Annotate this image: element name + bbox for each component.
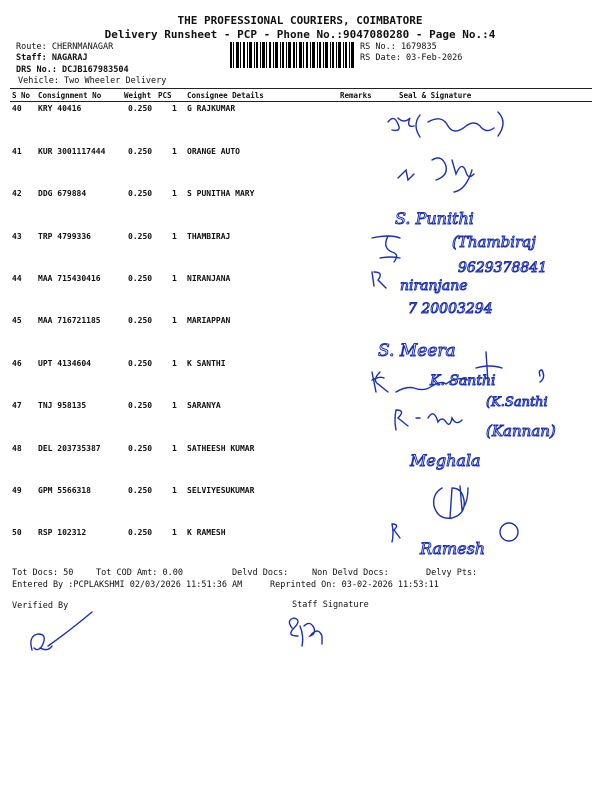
company-title: THE PROFESSIONAL COURIERS, COIMBATORE — [177, 14, 423, 27]
row-weight: 0.250 — [128, 359, 153, 368]
signature-text: (K.Santhi — [486, 395, 548, 410]
row-consignee: ORANGE AUTO — [187, 147, 240, 156]
route-label: Route: CHERNMANAGAR — [16, 42, 114, 52]
row-sno: 50 — [12, 528, 22, 537]
signature-text: S. Meera — [378, 341, 456, 361]
row-pcs: 1 — [172, 316, 177, 325]
signature-text: (Kannan) — [486, 422, 556, 440]
row-consignment: RSP 102312 — [38, 528, 87, 537]
delivery-points: Delvy Pts: — [426, 568, 478, 578]
row-sno: 46 — [12, 359, 22, 368]
row-pcs: 1 — [172, 189, 177, 198]
row-weight: 0.250 — [128, 444, 153, 453]
row-sno: 47 — [12, 401, 22, 410]
row-sno: 44 — [12, 274, 22, 283]
signature-mark — [372, 372, 388, 392]
row-consignee: MARIAPPAN — [187, 316, 231, 325]
signature-mark — [500, 523, 518, 541]
row-pcs: 1 — [172, 147, 177, 156]
row-consignee: K SANTHI — [187, 359, 226, 368]
row-sno: 40 — [12, 104, 22, 113]
row-consignee: G RAJKUMAR — [187, 104, 236, 113]
row-pcs: 1 — [172, 401, 177, 410]
row-pcs: 1 — [172, 359, 177, 368]
row-consignment: MAA 716721185 — [38, 316, 101, 325]
signature-mark — [432, 158, 474, 192]
row-sno: 45 — [12, 316, 22, 325]
row-consignment: TRP 4799336 — [38, 232, 91, 241]
signature-text: (Thambiraj — [452, 233, 536, 251]
signature-mark — [372, 272, 386, 288]
signature-text: S. Punithi — [395, 209, 474, 228]
rs-date: RS Date: 03-Feb-2026 — [360, 53, 463, 63]
non-delivered-docs: Non Delvd Docs: — [312, 568, 389, 578]
col-sno: S No — [12, 91, 31, 100]
row-consignment: DEL 203735387 — [38, 444, 101, 453]
signature-text: 9629378841 — [458, 260, 548, 276]
row-weight: 0.250 — [128, 232, 153, 241]
row-sno: 43 — [12, 232, 22, 241]
row-weight: 0.250 — [128, 316, 153, 325]
row-weight: 0.250 — [128, 189, 153, 198]
row-consignment: DDG 679884 — [38, 189, 87, 198]
row-consignee: SELVIYESUKUMAR — [187, 486, 255, 495]
col-consignee: Consignee Details — [187, 91, 264, 100]
row-consignee: THAMBIRAJ — [187, 232, 231, 241]
row-pcs: 1 — [172, 232, 177, 241]
row-consignee: NIRANJANA — [187, 274, 231, 283]
reprinted-on: Reprinted On: 03-02-2026 11:53:11 — [270, 580, 439, 590]
row-consignment: TNJ 958135 — [38, 401, 87, 410]
signature-text: K. Santhi — [430, 373, 496, 389]
signature-text: Meghala — [410, 451, 481, 470]
delivered-docs: Delvd Docs: — [232, 568, 289, 578]
col-consignment: Consignment No — [38, 91, 102, 100]
staff-signature-mark — [289, 618, 322, 646]
row-pcs: 1 — [172, 274, 177, 283]
col-weight: Weight — [124, 91, 152, 100]
total-docs: Tot Docs: 50 — [12, 568, 74, 578]
row-weight: 0.250 — [128, 528, 153, 537]
row-consignment: KRY 40416 — [38, 104, 82, 113]
signature-mark — [428, 112, 503, 136]
col-seal-signature: Seal & Signature — [399, 91, 472, 100]
signature-mark — [416, 115, 420, 137]
row-pcs: 1 — [172, 486, 177, 495]
row-consignee: SATHEESH KUMAR — [187, 444, 255, 453]
row-consignment: KUR 3001117444 — [38, 147, 106, 156]
row-sno: 49 — [12, 486, 22, 495]
entered-by: Entered By :PCPLAKSHMI 02/03/2026 11:51:36 AM — [12, 580, 243, 590]
signature-text: niranjane — [400, 278, 468, 294]
signature-text: 7 20003294 — [408, 301, 493, 317]
signature-mark — [395, 410, 408, 430]
row-pcs: 1 — [172, 104, 177, 113]
row-consignment: MAA 715430416 — [38, 274, 101, 283]
row-weight: 0.250 — [128, 401, 153, 410]
verified-signature — [31, 612, 92, 650]
row-sno: 42 — [12, 189, 22, 198]
signature-mark — [398, 170, 414, 180]
row-sno: 41 — [12, 147, 22, 156]
signature-text: Ramesh — [420, 539, 486, 558]
signature-mark — [416, 414, 462, 424]
signature-mark — [372, 236, 400, 262]
row-weight: 0.250 — [128, 274, 153, 283]
signature-mark — [392, 524, 400, 542]
rs-number: RS No.: 1679835 — [360, 42, 437, 52]
row-weight: 0.250 — [128, 147, 153, 156]
staff-signature-label: Staff Signature — [292, 600, 369, 610]
signature-mark — [539, 370, 543, 382]
row-pcs: 1 — [172, 528, 177, 537]
signature-mark — [388, 118, 414, 130]
runsheet-subtitle: Delivery Runsheet - PCP - Phone No.:9047080280 - Page No.:4 — [104, 28, 496, 41]
signature-mark — [434, 486, 468, 518]
staff-label: Staff: NAGARAJ — [16, 53, 88, 63]
row-weight: 0.250 — [128, 104, 153, 113]
total-cod: Tot COD Amt: 0.00 — [96, 568, 183, 578]
row-weight: 0.250 — [128, 486, 153, 495]
row-consignee: K RAMESH — [187, 528, 226, 537]
row-pcs: 1 — [172, 444, 177, 453]
row-consignment: GPM 5566318 — [38, 486, 91, 495]
col-pcs: PCS — [158, 91, 172, 100]
row-consignment: UPT 4134604 — [38, 359, 91, 368]
vehicle-label: Vehicle: Two Wheeler Delivery — [18, 76, 167, 86]
row-sno: 48 — [12, 444, 22, 453]
verified-by-label: Verified By — [12, 601, 69, 611]
col-remarks: Remarks — [340, 91, 372, 100]
row-consignee: S PUNITHA MARY — [187, 189, 255, 198]
drs-label: DRS No.: DCJB167983504 — [16, 65, 129, 75]
row-consignee: SARANYA — [187, 401, 221, 410]
